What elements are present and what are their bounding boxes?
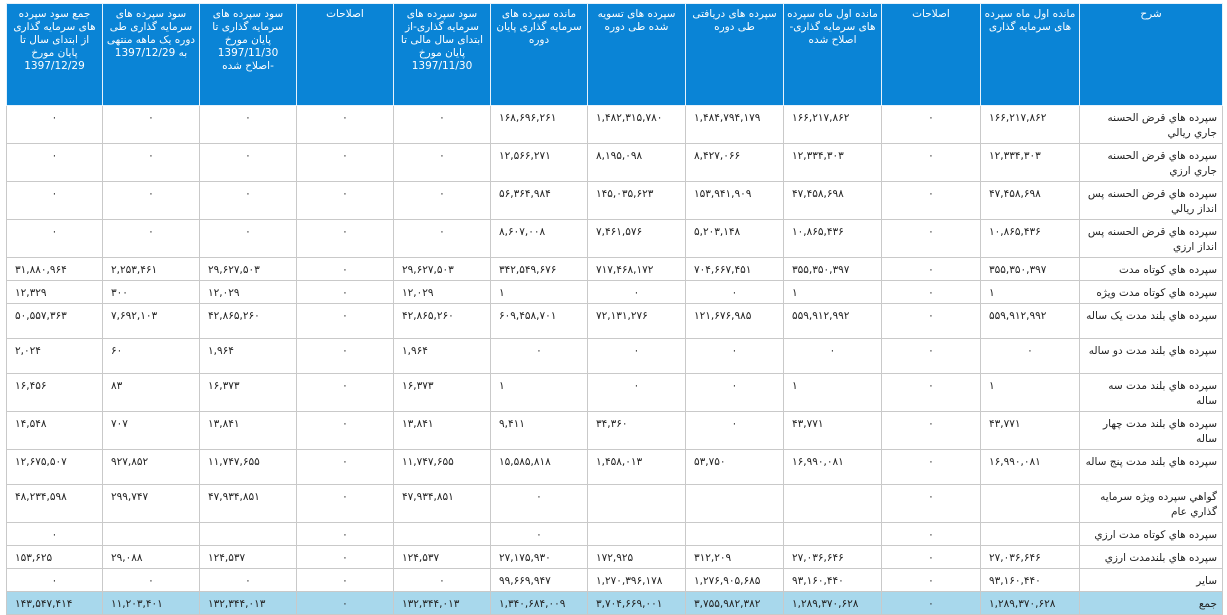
cell-value: ۴۸,۲۳۴,۵۹۸ — [7, 485, 103, 523]
cell-value — [686, 523, 784, 546]
cell-value: ۰ — [882, 412, 981, 450]
cell-value — [784, 523, 882, 546]
cell-value: ۱۲,۰۲۹ — [200, 281, 297, 304]
cell-value: ۱۶۸,۶۹۶,۲۶۱ — [491, 106, 588, 144]
cell-value: ۰ — [297, 546, 394, 569]
row-description: سپرده هاي بلند مدت چهار ساله — [1080, 412, 1223, 450]
cell-value: ۱۱,۷۴۷,۶۵۵ — [200, 450, 297, 485]
cell-value: ۰ — [297, 258, 394, 281]
cell-value: ۳۴,۳۶۰ — [588, 412, 686, 450]
cell-value — [981, 485, 1080, 523]
cell-value: ۱۲,۵۶۶,۲۷۱ — [491, 144, 588, 182]
cell-value: ۰ — [882, 144, 981, 182]
cell-value — [588, 485, 686, 523]
cell-value: ۰ — [491, 339, 588, 374]
cell-value — [981, 523, 1080, 546]
cell-value: ۴۷,۹۳۴,۸۵۱ — [394, 485, 491, 523]
cell-value: ۲۹,۰۸۸ — [103, 546, 200, 569]
deposits-table — [6, 3, 1223, 615]
cell-value: ۱۷۲,۹۲۵ — [588, 546, 686, 569]
table-row — [7, 546, 1223, 569]
cell-value — [103, 523, 200, 546]
cell-value: ۵۳,۷۵۰ — [686, 450, 784, 485]
column-header: اصلاحات — [297, 4, 394, 106]
cell-value: ۴۳,۷۷۱ — [981, 412, 1080, 450]
row-description: سپرده هاي بلندمدت ارزي — [1080, 546, 1223, 569]
cell-value — [784, 485, 882, 523]
cell-value: ۰ — [686, 281, 784, 304]
row-description: سپرده هاي بلند مدت دو ساله — [1080, 339, 1223, 374]
cell-value: ۴۲,۸۶۵,۲۶۰ — [394, 304, 491, 339]
column-header: سود سپرده های سرمایه گذاری-از ابتدای سال مالی تا پایان مورخ 1397/11/30 — [394, 4, 491, 106]
cell-value: ۵,۲۰۳,۱۴۸ — [686, 220, 784, 258]
cell-value: ۰ — [297, 412, 394, 450]
column-header: سپرده های تسویه شده طی دوره — [588, 4, 686, 106]
cell-value: ۰ — [588, 339, 686, 374]
cell-value: ۱۵۳,۹۴۱,۹۰۹ — [686, 182, 784, 220]
cell-value: ۱,۹۶۴ — [394, 339, 491, 374]
column-header: مانده سپرده های سرمایه گذاری پایان دوره — [491, 4, 588, 106]
cell-value: ۰ — [297, 304, 394, 339]
cell-value: ۰ — [297, 374, 394, 412]
cell-value: ۱۲,۳۳۴,۳۰۳ — [784, 144, 882, 182]
cell-value: ۰ — [7, 523, 103, 546]
cell-value: ۴۷,۴۵۸,۶۹۸ — [784, 182, 882, 220]
cell-value: ۷,۴۶۱,۵۷۶ — [588, 220, 686, 258]
cell-value: ۰ — [297, 569, 394, 592]
cell-value: ۷,۶۹۲,۱۰۳ — [103, 304, 200, 339]
cell-value: ۳,۷۰۴,۶۶۹,۰۰۱ — [588, 592, 686, 615]
cell-value: ۶۰۹,۴۵۸,۷۰۱ — [491, 304, 588, 339]
cell-value: ۵۵۹,۹۱۲,۹۹۲ — [981, 304, 1080, 339]
cell-value: ۱۴,۵۴۸ — [7, 412, 103, 450]
cell-value: ۹,۴۱۱ — [491, 412, 588, 450]
cell-value: ۱,۹۶۴ — [200, 339, 297, 374]
cell-value: ۱,۴۸۲,۳۱۵,۷۸۰ — [588, 106, 686, 144]
cell-value: ۰ — [882, 450, 981, 485]
column-header-description: شرح — [1080, 4, 1223, 106]
row-description: گواهي سپرده ويژه سرمايه گذاري عام — [1080, 485, 1223, 523]
cell-value: ۰ — [686, 374, 784, 412]
table-row — [7, 106, 1223, 144]
cell-value: ۰ — [297, 144, 394, 182]
cell-value: ۵۶,۳۶۴,۹۸۴ — [491, 182, 588, 220]
cell-value: ۲۹,۶۲۷,۵۰۳ — [200, 258, 297, 281]
cell-value: ۰ — [7, 144, 103, 182]
table-row — [7, 144, 1223, 182]
cell-value: ۰ — [882, 374, 981, 412]
cell-value: ۲۹,۶۲۷,۵۰۳ — [394, 258, 491, 281]
cell-value: ۰ — [297, 220, 394, 258]
table-row — [7, 304, 1223, 339]
cell-value: ۵۵۹,۹۱۲,۹۹۲ — [784, 304, 882, 339]
cell-value: ۰ — [297, 592, 394, 615]
table-row — [7, 374, 1223, 412]
column-header: سود سپرده های سرمایه گذاری طی دوره یک ماهه منتهی به 1397/12/29 — [103, 4, 200, 106]
cell-value: ۱۲,۳۲۹ — [7, 281, 103, 304]
cell-value: ۱۴۳,۵۴۷,۴۱۴ — [7, 592, 103, 615]
total-row — [7, 592, 1223, 615]
cell-value: ۰ — [588, 374, 686, 412]
cell-value: ۱۶,۹۹۰,۰۸۱ — [784, 450, 882, 485]
cell-value: ۰ — [686, 339, 784, 374]
cell-value: ۱۱,۲۰۳,۴۰۱ — [103, 592, 200, 615]
cell-value: ۱ — [981, 374, 1080, 412]
cell-value: ۱۳۲,۳۴۴,۰۱۳ — [394, 592, 491, 615]
cell-value: ۱۶۶,۲۱۷,۸۶۲ — [784, 106, 882, 144]
cell-value: ۲,۲۵۳,۴۶۱ — [103, 258, 200, 281]
cell-value: ۰ — [103, 144, 200, 182]
cell-value: ۴۲,۸۶۵,۲۶۰ — [200, 304, 297, 339]
cell-value: ۲۹۹,۷۴۷ — [103, 485, 200, 523]
cell-value: ۱ — [784, 281, 882, 304]
cell-value: ۹۳,۱۶۰,۴۴۰ — [981, 569, 1080, 592]
cell-value: ۷۲,۱۳۱,۲۷۶ — [588, 304, 686, 339]
row-description: سپرده هاي کوتاه مدت ويژه — [1080, 281, 1223, 304]
cell-value: ۰ — [103, 220, 200, 258]
cell-value: ۳۱,۸۸۰,۹۶۴ — [7, 258, 103, 281]
cell-value: ۹۲۷,۸۵۲ — [103, 450, 200, 485]
column-header: سود سپرده های سرمایه گذاری تا پایان مورخ 1397/11/30 -اصلاح شده — [200, 4, 297, 106]
header-row — [7, 4, 1223, 106]
row-description: سپرده هاي قرض الحسنه جاري ارزي — [1080, 144, 1223, 182]
cell-value: ۱,۲۷۶,۹۰۵,۶۸۵ — [686, 569, 784, 592]
cell-value: ۱۶,۳۷۳ — [394, 374, 491, 412]
cell-value: ۱۰,۸۶۵,۴۳۶ — [784, 220, 882, 258]
row-description: سپرده هاي بلند مدت سه ساله — [1080, 374, 1223, 412]
cell-value: ۱۲۱,۶۷۶,۹۸۵ — [686, 304, 784, 339]
row-description: سپرده هاي بلند مدت يک ساله — [1080, 304, 1223, 339]
row-description: سپرده هاي بلند مدت پنج ساله — [1080, 450, 1223, 485]
cell-value: ۰ — [882, 182, 981, 220]
cell-value: ۰ — [882, 592, 981, 615]
cell-value: ۱۲۴,۵۳۷ — [200, 546, 297, 569]
cell-value: ۸,۴۲۷,۰۶۶ — [686, 144, 784, 182]
cell-value: ۰ — [297, 182, 394, 220]
cell-value: ۴۳,۷۷۱ — [784, 412, 882, 450]
cell-value: ۰ — [491, 523, 588, 546]
cell-value: ۲۷,۰۳۶,۶۴۶ — [784, 546, 882, 569]
cell-value: ۱۲۴,۵۳۷ — [394, 546, 491, 569]
cell-value: ۸,۶۰۷,۰۰۸ — [491, 220, 588, 258]
cell-value: ۰ — [588, 281, 686, 304]
deposits-table-container — [6, 3, 1222, 615]
cell-value: ۰ — [882, 258, 981, 281]
cell-value: ۱۳۲,۳۴۴,۰۱۳ — [200, 592, 297, 615]
cell-value: ۰ — [200, 144, 297, 182]
table-row — [7, 182, 1223, 220]
cell-value — [394, 523, 491, 546]
cell-value: ۰ — [297, 485, 394, 523]
cell-value: ۱۲,۳۳۴,۳۰۳ — [981, 144, 1080, 182]
row-description: سپرده هاي قرض الحسنه جاري ريالي — [1080, 106, 1223, 144]
cell-value: ۰ — [882, 339, 981, 374]
cell-value: ۰ — [784, 339, 882, 374]
cell-value: ۲۷,۰۳۶,۶۴۶ — [981, 546, 1080, 569]
column-header: اصلاحات — [882, 4, 981, 106]
cell-value: ۰ — [297, 523, 394, 546]
cell-value: ۴۷,۹۳۴,۸۵۱ — [200, 485, 297, 523]
cell-value: ۰ — [394, 182, 491, 220]
table-row — [7, 523, 1223, 546]
table-row — [7, 339, 1223, 374]
cell-value: ۷۰۴,۶۶۷,۴۵۱ — [686, 258, 784, 281]
cell-value: ۱۵,۵۸۵,۸۱۸ — [491, 450, 588, 485]
cell-value: ۰ — [103, 569, 200, 592]
cell-value: ۰ — [200, 569, 297, 592]
cell-value: ۷۰۷ — [103, 412, 200, 450]
cell-value: ۰ — [7, 569, 103, 592]
cell-value: ۰ — [686, 412, 784, 450]
cell-value: ۱۶,۴۵۶ — [7, 374, 103, 412]
cell-value: ۱ — [981, 281, 1080, 304]
column-header: سپرده های دریافتی طی دوره — [686, 4, 784, 106]
row-description: سپرده هاي کوتاه مدت ارزي — [1080, 523, 1223, 546]
cell-value: ۱۶۶,۲۱۷,۸۶۲ — [981, 106, 1080, 144]
cell-value: ۸,۱۹۵,۰۹۸ — [588, 144, 686, 182]
cell-value: ۳,۷۵۵,۹۸۲,۳۸۲ — [686, 592, 784, 615]
cell-value: ۱,۲۸۹,۳۷۰,۶۲۸ — [784, 592, 882, 615]
cell-value: ۱ — [784, 374, 882, 412]
cell-value: ۰ — [491, 485, 588, 523]
cell-value: ۱۲,۶۷۵,۵۰۷ — [7, 450, 103, 485]
cell-value: ۶۰ — [103, 339, 200, 374]
cell-value: ۱,۴۸۴,۷۹۴,۱۷۹ — [686, 106, 784, 144]
cell-value: ۳۵۵,۳۵۰,۳۹۷ — [784, 258, 882, 281]
cell-value: ۹۹,۶۶۹,۹۴۷ — [491, 569, 588, 592]
cell-value: ۱۲,۰۲۹ — [394, 281, 491, 304]
cell-value: ۳۰۰ — [103, 281, 200, 304]
table-row — [7, 258, 1223, 281]
cell-value: ۰ — [7, 220, 103, 258]
cell-value: ۰ — [882, 281, 981, 304]
cell-value: ۰ — [7, 182, 103, 220]
cell-value: ۰ — [200, 182, 297, 220]
cell-value: ۰ — [882, 546, 981, 569]
cell-value: ۰ — [297, 339, 394, 374]
column-header: مانده اول ماه سپرده های سرمایه گذاری — [981, 4, 1080, 106]
cell-value: ۰ — [297, 281, 394, 304]
cell-value: ۰ — [394, 220, 491, 258]
cell-value: ۱,۲۸۹,۳۷۰,۶۲۸ — [981, 592, 1080, 615]
cell-value: ۱۴۵,۰۳۵,۶۲۳ — [588, 182, 686, 220]
cell-value: ۱,۳۴۰,۶۸۴,۰۰۹ — [491, 592, 588, 615]
cell-value: ۱ — [491, 374, 588, 412]
cell-value: ۰ — [882, 220, 981, 258]
table-row — [7, 281, 1223, 304]
table-row — [7, 220, 1223, 258]
table-row — [7, 569, 1223, 592]
cell-value: ۲۷,۱۷۵,۹۳۰ — [491, 546, 588, 569]
cell-value: ۲,۰۲۴ — [7, 339, 103, 374]
column-header: مانده اول ماه سپرده های سرمایه گذاری-اصلاح شده — [784, 4, 882, 106]
cell-value: ۰ — [394, 569, 491, 592]
cell-value: ۰ — [103, 182, 200, 220]
cell-value: ۱۵۳,۶۲۵ — [7, 546, 103, 569]
cell-value: ۰ — [882, 523, 981, 546]
table-row — [7, 485, 1223, 523]
cell-value: ۰ — [200, 106, 297, 144]
cell-value: ۰ — [394, 144, 491, 182]
cell-value — [200, 523, 297, 546]
cell-value: ۰ — [297, 450, 394, 485]
column-header: جمع سود سپرده های سرمایه گذاری از ابتدای سال تا پایان مورخ 1397/12/29 — [7, 4, 103, 106]
cell-value: ۰ — [7, 106, 103, 144]
cell-value: ۱ — [491, 281, 588, 304]
cell-value: ۱۱,۷۴۷,۶۵۵ — [394, 450, 491, 485]
cell-value: ۰ — [103, 106, 200, 144]
table-row — [7, 412, 1223, 450]
cell-value: ۳۵۵,۳۵۰,۳۹۷ — [981, 258, 1080, 281]
cell-value: ۳۱۲,۲۰۹ — [686, 546, 784, 569]
cell-value: ۱,۲۷۰,۳۹۶,۱۷۸ — [588, 569, 686, 592]
cell-value — [686, 485, 784, 523]
cell-value — [588, 523, 686, 546]
cell-value: ۱۶,۹۹۰,۰۸۱ — [981, 450, 1080, 485]
cell-value: ۰ — [882, 569, 981, 592]
row-description: جمع — [1080, 592, 1223, 615]
cell-value: ۰ — [297, 106, 394, 144]
row-description: سپرده هاي کوتاه مدت — [1080, 258, 1223, 281]
cell-value: ۰ — [882, 304, 981, 339]
cell-value: ۴۷,۴۵۸,۶۹۸ — [981, 182, 1080, 220]
cell-value: ۰ — [882, 106, 981, 144]
table-body — [7, 106, 1223, 615]
cell-value: ۰ — [394, 106, 491, 144]
cell-value: ۱,۴۵۸,۰۱۳ — [588, 450, 686, 485]
cell-value: ۷۱۷,۴۶۸,۱۷۲ — [588, 258, 686, 281]
row-description: سپرده هاي قرض الحسنه پس انداز ريالي — [1080, 182, 1223, 220]
cell-value: ۱۳,۸۴۱ — [394, 412, 491, 450]
cell-value: ۱۳,۸۴۱ — [200, 412, 297, 450]
cell-value: ۰ — [981, 339, 1080, 374]
row-description: ساير — [1080, 569, 1223, 592]
cell-value: ۰ — [882, 485, 981, 523]
table-row — [7, 450, 1223, 485]
cell-value: ۳۴۲,۵۴۹,۶۷۶ — [491, 258, 588, 281]
cell-value: ۱۶,۳۷۳ — [200, 374, 297, 412]
cell-value: ۸۳ — [103, 374, 200, 412]
row-description: سپرده هاي قرض الحسنه پس انداز ارزي — [1080, 220, 1223, 258]
cell-value: ۰ — [200, 220, 297, 258]
cell-value: ۹۳,۱۶۰,۴۴۰ — [784, 569, 882, 592]
cell-value: ۵۰,۵۵۷,۳۶۳ — [7, 304, 103, 339]
cell-value: ۱۰,۸۶۵,۴۳۶ — [981, 220, 1080, 258]
